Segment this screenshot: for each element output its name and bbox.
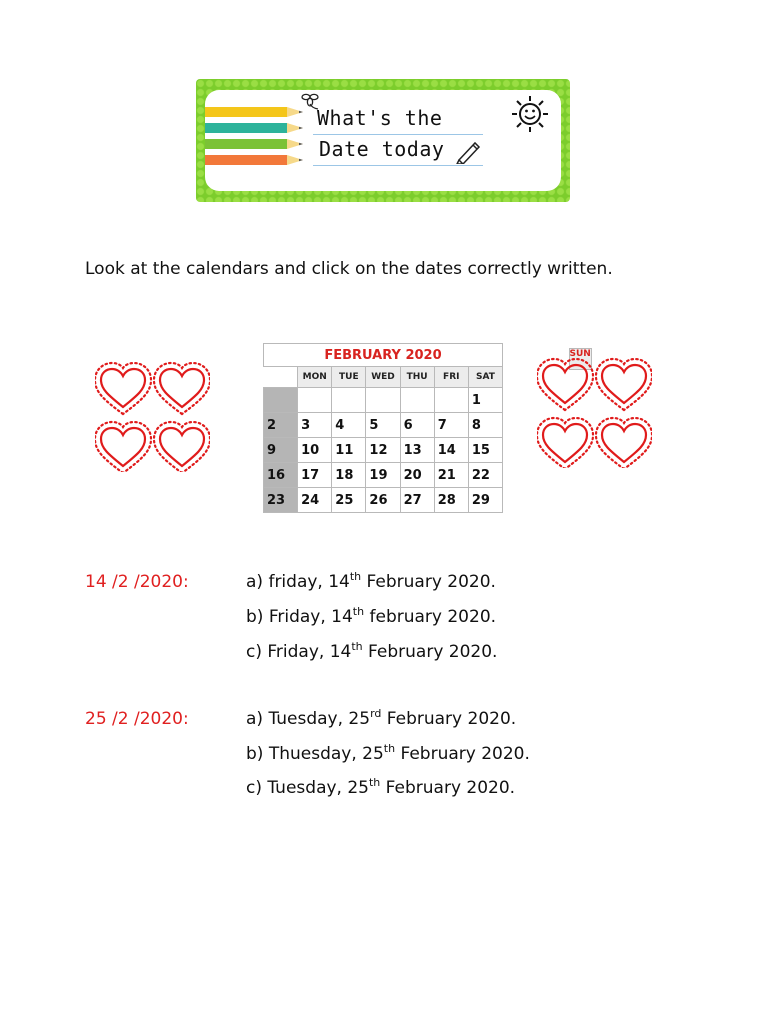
calendar-day: 3	[298, 413, 332, 438]
calendar-day: 9	[264, 438, 298, 463]
banner-underline-2	[313, 165, 483, 166]
calendar-day: 25	[332, 488, 366, 513]
calendar-title: FEBRUARY 2020	[264, 344, 503, 367]
calendar-day: 21	[434, 463, 468, 488]
calendar-day	[298, 388, 332, 413]
option-text: February 2020.	[381, 709, 517, 729]
calendar-day: 5	[366, 413, 400, 438]
calendar-day: 16	[264, 463, 298, 488]
option-suffix: th	[368, 776, 381, 789]
calendar-day: 15	[468, 438, 502, 463]
option-suffix: rd	[370, 707, 382, 720]
calendar-day: 24	[298, 488, 332, 513]
question-1-option-b[interactable]	[246, 607, 496, 627]
question-2-option-a[interactable]	[246, 709, 516, 729]
option-text: February 2020.	[380, 778, 516, 798]
pencil-icon	[455, 138, 483, 164]
weekday-wed: WED	[366, 367, 400, 388]
calendar-day: 17	[298, 463, 332, 488]
calendar-day: 19	[366, 463, 400, 488]
calendar-day: 18	[332, 463, 366, 488]
question-1-option-a[interactable]	[246, 572, 496, 592]
calendar-day: 4	[332, 413, 366, 438]
calendar-day: 27	[400, 488, 434, 513]
option-suffix: th	[352, 605, 365, 618]
calendar-week	[264, 438, 503, 463]
calendar-day: 6	[400, 413, 434, 438]
option-text: February 2020.	[395, 744, 530, 764]
weekday-sat: SAT	[468, 367, 502, 388]
calendar-day: 10	[298, 438, 332, 463]
banner-title-line1: What's the	[317, 106, 443, 130]
calendar-day	[332, 388, 366, 413]
question-1-date: 14 /2 /2020:	[85, 572, 189, 592]
calendar-day: 20	[400, 463, 434, 488]
calendar-day: 22	[468, 463, 502, 488]
calendar-week	[264, 413, 503, 438]
calendar-day: 8	[468, 413, 502, 438]
calendar-day: 29	[468, 488, 502, 513]
question-1-option-c[interactable]	[246, 642, 497, 662]
option-text: c) Tuesday, 25	[246, 778, 369, 798]
sun-icon	[510, 94, 550, 134]
calendar-day	[264, 388, 298, 413]
calendar-day: 12	[366, 438, 400, 463]
calendar-week	[264, 388, 503, 413]
calendar-day: 11	[332, 438, 366, 463]
calendar-day: 2	[264, 413, 298, 438]
banner-title-line2: Date today	[319, 137, 445, 161]
question-2-option-b[interactable]	[246, 744, 530, 764]
calendar-day: 28	[434, 488, 468, 513]
weekday-mon: MON	[298, 367, 332, 388]
calendar-day: 7	[434, 413, 468, 438]
question-2-date: 25 /2 /2020:	[85, 709, 189, 729]
calendar-day	[366, 388, 400, 413]
option-suffix: th	[351, 640, 363, 653]
option-text: b) Friday, 14	[246, 607, 353, 627]
calendar-day	[400, 388, 434, 413]
weekday-thu: THU	[400, 367, 434, 388]
calendar-week	[264, 488, 503, 513]
calendar-week	[264, 463, 503, 488]
calendar-february-2020	[263, 343, 591, 513]
title-banner	[196, 79, 570, 202]
weekday-tue: TUE	[332, 367, 366, 388]
option-text: b) Thuesday, 25	[246, 744, 384, 764]
calendar-day: 13	[400, 438, 434, 463]
instruction-text: Look at the calendars and click on the dates correctly written.	[85, 259, 613, 279]
calendar-day: 23	[264, 488, 298, 513]
calendar-day: 1	[468, 388, 502, 413]
option-text: a) Tuesday, 25	[246, 709, 371, 729]
calendar-day	[434, 388, 468, 413]
calendar-day: 26	[366, 488, 400, 513]
option-text: a) friday, 14	[246, 572, 350, 592]
banner-panel	[205, 90, 561, 191]
calendar-weekday-header	[264, 367, 503, 388]
option-suffix: th	[383, 742, 396, 755]
option-text: February 2020.	[361, 572, 496, 592]
weekday-sun: SUN	[569, 348, 592, 370]
option-suffix: th	[349, 570, 362, 583]
hearts-right-icon	[537, 356, 652, 468]
question-2-option-c[interactable]	[246, 778, 515, 798]
hearts-left-icon	[95, 360, 210, 472]
weekday-fri: FRI	[434, 367, 468, 388]
option-text: February 2020.	[362, 642, 498, 662]
option-text: february 2020.	[364, 607, 497, 627]
option-text: c) Friday, 14	[246, 642, 352, 662]
calendar-day: 14	[434, 438, 468, 463]
banner-underline-1	[313, 134, 483, 135]
pencils-icon	[205, 105, 315, 175]
